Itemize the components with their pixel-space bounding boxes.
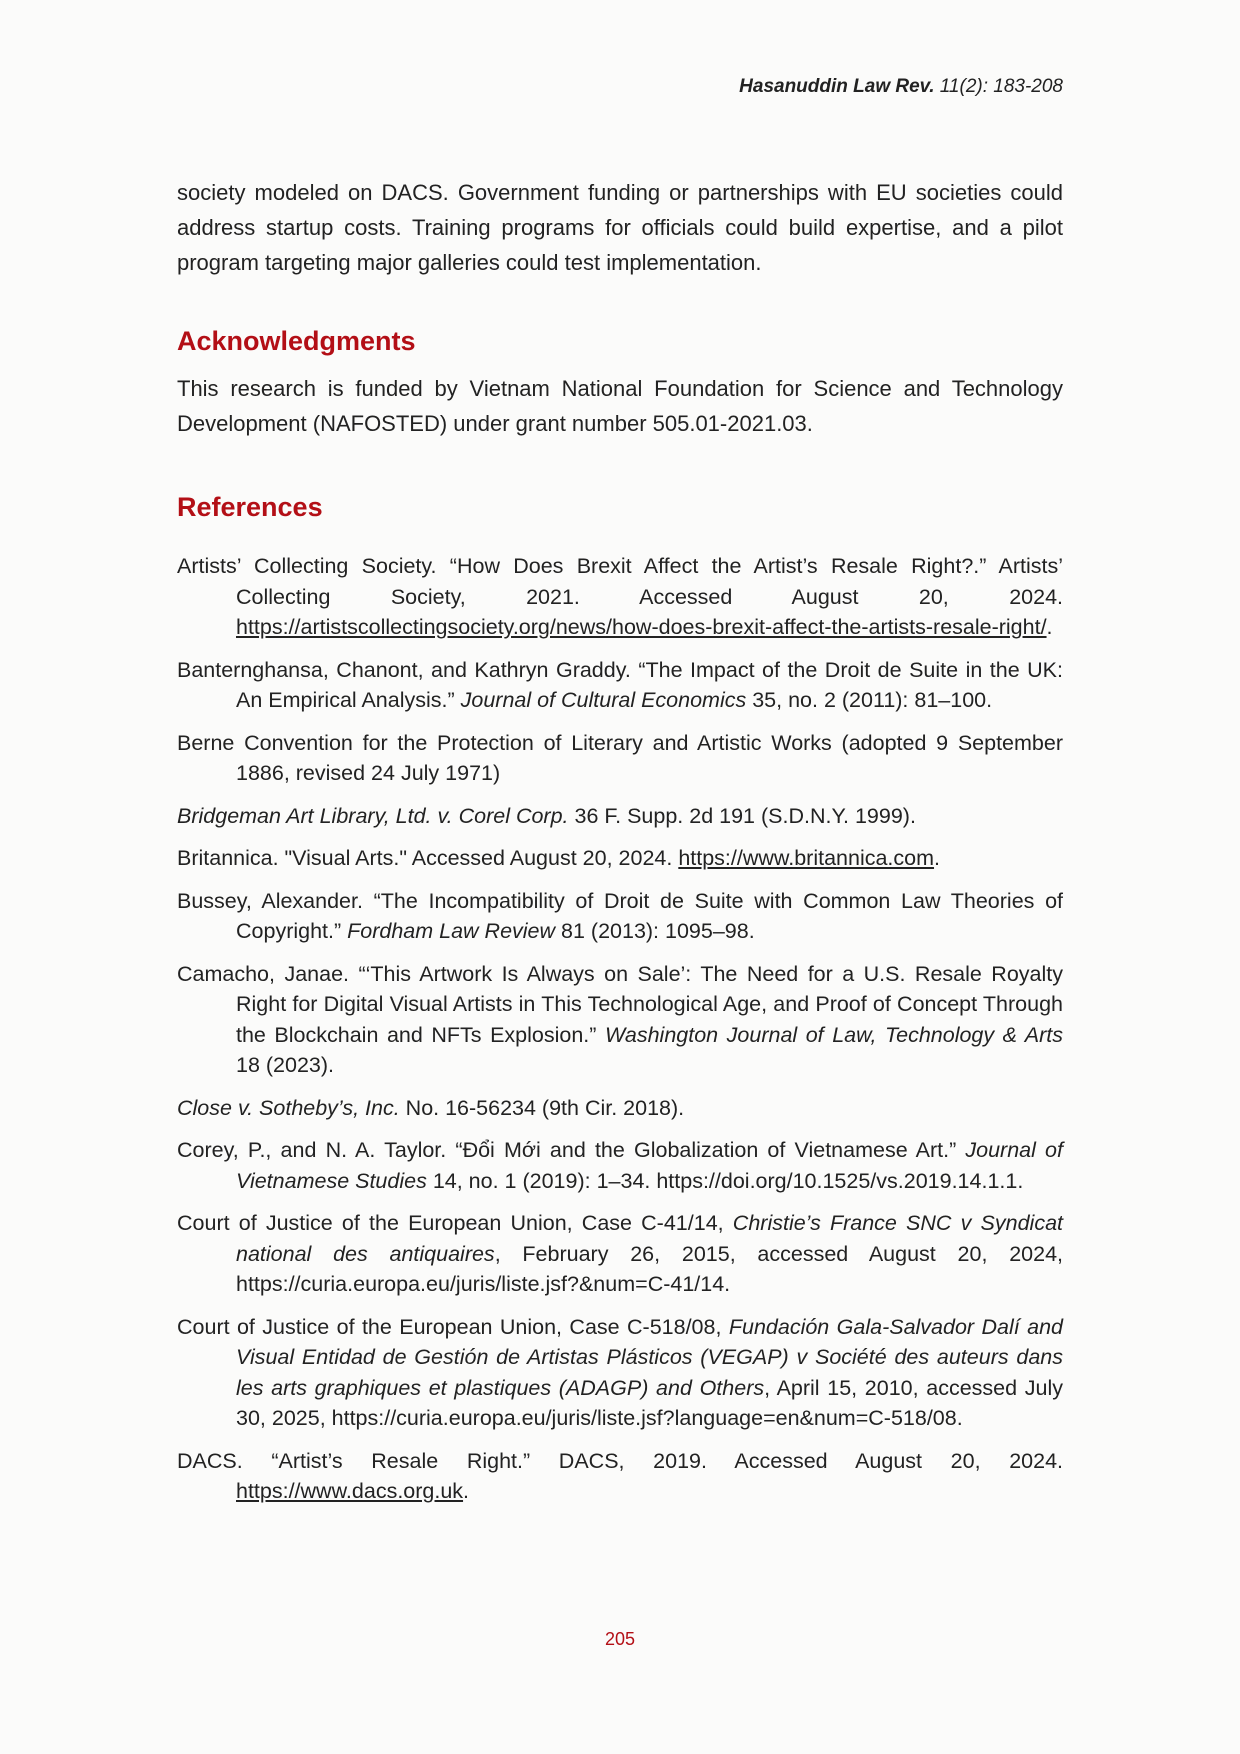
reference-link[interactable]: https://artistscollectingsociety.org/news/how-does-brexit-affect-the-artists-resale-right/ xyxy=(236,615,1047,639)
reference-item: Banternghansa, Chanont, and Kathryn Graddy. “The Impact of the Droit de Suite in the UK: An Empirical Analysis.” Journal of Cultural Economics 35, no. 2 (2011): 81–100. xyxy=(177,657,1063,712)
reference-link[interactable]: https://www.britannica.com xyxy=(678,846,935,870)
acknowledgments-text: This research is funded by Vietnam National Foundation for Science and Technology Development (NAFOSTED) under grant number 505.01-2021.03. xyxy=(177,376,1063,436)
intro-paragraph: society modeled on DACS. Government funding or partnerships with EU societies could address startup costs. Training programs for officials could build expertise, and a pilot program targeting major galleries could test implementation. xyxy=(177,180,1063,275)
page-number: 205 xyxy=(604,1629,636,1649)
journal-name: Hasanuddin Law Rev. xyxy=(739,76,935,97)
acknowledgments-heading: Acknowledgments xyxy=(177,326,416,356)
reference-item: Bridgeman Art Library, Ltd. v. Corel Corp. 36 F. Supp. 2d 191 (S.D.N.Y. 1999). xyxy=(177,803,916,828)
reference-item: Corey, P., and N. A. Taylor. “Đổi Mới and the Globalization of Vietnamese Art.” Journal of Vietnamese Studies 14, no. 1 (2019): 1–34. https://doi.org/10.1525/vs.2019.14.1.1. xyxy=(177,1138,1063,1193)
reference-item: Berne Convention for the Protection of Literary and Artistic Works (adopted 9 September 1886, revised 24 July 1971) xyxy=(177,730,1063,785)
reference-item: Court of Justice of the European Union, Case C-41/14, Christie’s France SNC v Syndicat national des antiquaires, February 26, 2015, accessed August 20, 2024, https://curia.europa.eu/juris/liste.jsf?&num=C-41/14. xyxy=(177,1211,1064,1296)
journal-volume: 11(2): 183-208 xyxy=(939,76,1063,97)
reference-item: Close v. Sotheby’s, Inc. No. 16-56234 (9th Cir. 2018). xyxy=(177,1095,685,1120)
reference-item: Camacho, Janae. “‘This Artwork Is Always on Sale’: The Need for a U.S. Resale Royalty Right for Digital Visual Artists in This Technological Age, and Proof of Concept Through the Blockchain and NFTs Explosion.” Washington Journal of Law, Technology & Arts 18 (2023). xyxy=(177,961,1063,1077)
reference-item: Britannica. "Visual Arts." Accessed August 20, 2024. https://www.britannica.com. xyxy=(177,846,941,870)
reference-item: Artists’ Collecting Society. “How Does Brexit Affect the Artist’s Resale Right?.” Artists’ Collecting Society, 2021. Accessed August 20, 2024. https://artistscollectingsociety.org/news/how-does-brexit-affect-the-artists-resale-right/. xyxy=(177,554,1063,639)
reference-link[interactable]: https://www.dacs.org.uk xyxy=(236,1479,464,1503)
references-heading: References xyxy=(177,492,323,522)
page xyxy=(177,0,1063,1754)
reference-item: DACS. “Artist’s Resale Right.” DACS, 2019. Accessed August 20, 2024. https://www.dacs.org.uk. xyxy=(177,1448,1063,1503)
running-head xyxy=(739,76,1063,98)
reference-item: Bussey, Alexander. “The Incompatibility of Droit de Suite with Common Law Theories of Copyright.” Fordham Law Review 81 (2013): 1095–98. xyxy=(177,888,1063,943)
reference-list xyxy=(177,551,1063,1519)
reference-item: Court of Justice of the European Union, Case C-518/08, Fundación Gala-Salvador Dalí and Visual Entidad de Gestión de Artistas Plásticos (VEGAP) v Société des auteurs dans les arts graphiques et plastiques (ADAGP) and Others, April 15, 2010, accessed July 30, 2025, https://curia.europa.eu/juris/liste.jsf?language=en&num=C-518/08. xyxy=(177,1314,1063,1430)
